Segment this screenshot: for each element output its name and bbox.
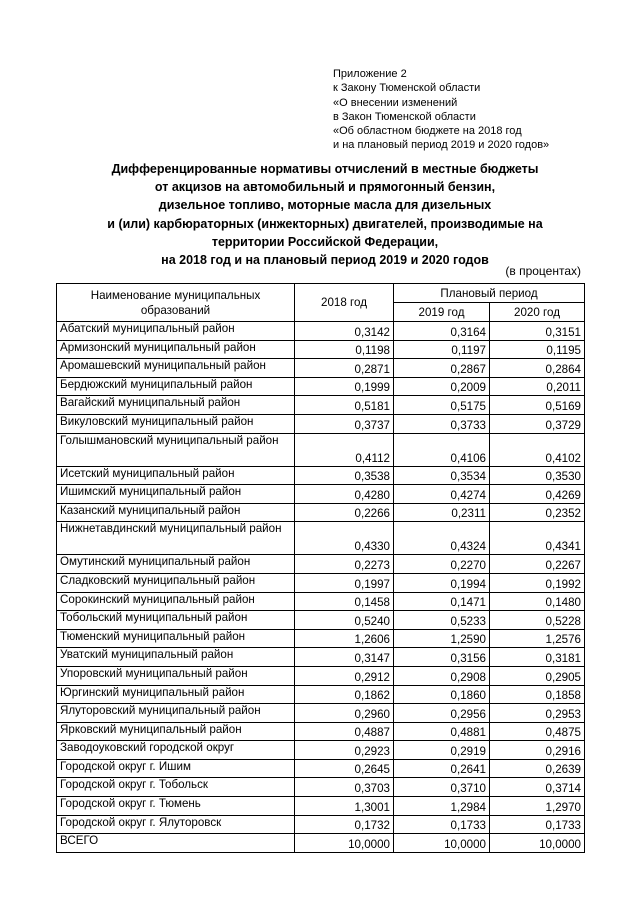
table-row (57, 611, 585, 630)
title-line: Дифференцированные нормативы отчислений в местные бюджеты (111, 162, 539, 176)
value-2020-cell: 0,2905 (490, 666, 585, 685)
value-2020-cell: 0,4269 (490, 485, 585, 504)
appendix-line: в Закон Тюменской области (333, 110, 476, 123)
municipality-name-cell: Нижнетавдинский муниципальный район (57, 522, 295, 555)
value-2019-cell: 0,1994 (394, 573, 490, 592)
value-2018-cell: 0,4887 (295, 722, 394, 741)
table-row (57, 573, 585, 592)
table-row (57, 685, 585, 704)
table-row (57, 414, 585, 433)
value-2019-cell: 0,2009 (394, 377, 490, 396)
appendix-line: «Об областном бюджете на 2018 год (333, 125, 522, 138)
value-2020-cell: 0,3151 (490, 322, 585, 341)
title-line: на 2018 год и на плановый период 2019 и 2020 годов (161, 253, 489, 268)
value-2019-cell: 0,3733 (394, 414, 490, 433)
value-2018-cell: 0,4280 (295, 485, 394, 504)
value-2019-cell: 1,2590 (394, 629, 490, 648)
value-2020-cell: 0,2267 (490, 555, 585, 574)
value-2018-cell: 0,2923 (295, 741, 394, 760)
municipality-name-cell: Викуловский муниципальный район (57, 414, 295, 433)
value-2020-cell: 0,1858 (490, 685, 585, 704)
value-2019-cell: 0,4106 (394, 433, 490, 466)
table-row (57, 522, 585, 555)
document-title (60, 160, 590, 269)
table-row (57, 377, 585, 396)
value-2019-cell: 0,2270 (394, 555, 490, 574)
municipality-name-cell: Городской округ г. Тюмень (57, 797, 295, 816)
title-line: территории Российской Федерации, (211, 234, 439, 249)
value-2020-cell: 0,1992 (490, 573, 585, 592)
value-2019-cell: 0,3156 (394, 648, 490, 667)
value-2020-cell: 0,4875 (490, 722, 585, 741)
title-line: от акцизов на автомобильный и прямогонный бензин, (154, 180, 496, 195)
municipality-name-cell: Городской округ г. Ялуторовск (57, 815, 295, 834)
municipality-name-cell: Абатский муниципальный район (57, 322, 295, 341)
table-row (57, 359, 585, 378)
municipality-name-cell: Сорокинский муниципальный район (57, 592, 295, 611)
value-2020-cell: 0,3714 (490, 778, 585, 797)
municipality-name-cell: Ялуторовский муниципальный район (57, 704, 295, 723)
appendix-line: к Закону Тюменской области (333, 82, 481, 95)
value-2018-cell: 0,2645 (295, 759, 394, 778)
municipality-name-cell: Вагайский муниципальный район (57, 396, 295, 415)
table-row (57, 485, 585, 504)
value-2020-cell: 0,2916 (490, 741, 585, 760)
municipality-name-cell: ВСЕГО (57, 834, 295, 853)
value-2019-cell: 0,2867 (394, 359, 490, 378)
value-2019-cell: 0,1471 (394, 592, 490, 611)
value-2019-cell: 0,2956 (394, 704, 490, 723)
municipality-name-cell: Тюменский муниципальный район (57, 629, 295, 648)
value-2018-cell: 0,3538 (295, 466, 394, 485)
table-row (57, 592, 585, 611)
municipality-name-cell: Омутинский муниципальный район (57, 555, 295, 574)
value-2018-cell: 0,1458 (295, 592, 394, 611)
value-2018-cell: 0,2266 (295, 503, 394, 522)
value-2020-cell: 0,1480 (490, 592, 585, 611)
table-row (57, 722, 585, 741)
value-2020-cell: 0,3530 (490, 466, 585, 485)
value-2019-cell: 0,3534 (394, 466, 490, 485)
value-2019-cell: 0,5233 (394, 611, 490, 630)
value-2019-cell: 0,2311 (394, 503, 490, 522)
value-2018-cell: 1,3001 (295, 797, 394, 816)
table-body (57, 322, 585, 853)
value-2018-cell: 0,1198 (295, 340, 394, 359)
municipality-name-cell: Голышмановский муниципальный район (57, 433, 295, 466)
table-row (57, 322, 585, 341)
municipality-name-cell: Упоровский муниципальный район (57, 666, 295, 685)
value-2018-cell: 0,5240 (295, 611, 394, 630)
value-2018-cell: 0,4112 (295, 433, 394, 466)
value-2020-cell: 0,1733 (490, 815, 585, 834)
appendix-line: Приложение 2 (333, 68, 407, 80)
value-2018-cell: 0,2912 (295, 666, 394, 685)
value-2019-cell: 10,0000 (394, 834, 490, 853)
table-row (57, 778, 585, 797)
municipality-name-cell: Заводоуковский городской округ (57, 741, 295, 760)
value-2018-cell: 0,2960 (295, 704, 394, 723)
table-row (57, 629, 585, 648)
municipality-name-cell: Ярковский муниципальный район (57, 722, 295, 741)
table-row (57, 797, 585, 816)
appendix-line: и на плановый период 2019 и 2020 годов» (333, 139, 550, 152)
header-planned-period: Плановый период (394, 284, 585, 303)
table-row (57, 648, 585, 667)
value-2018-cell: 0,4330 (295, 522, 394, 555)
value-2019-cell: 0,2908 (394, 666, 490, 685)
table-row (57, 704, 585, 723)
municipality-name-cell: Уватский муниципальный район (57, 648, 295, 667)
value-2020-cell: 0,5169 (490, 396, 585, 415)
municipality-name-cell: Тобольский муниципальный район (57, 611, 295, 630)
table-row (57, 834, 585, 853)
table-row (57, 759, 585, 778)
value-2018-cell: 0,1997 (295, 573, 394, 592)
units-label: (в процентах) (505, 264, 581, 278)
municipality-name-cell: Городской округ г. Тобольск (57, 778, 295, 797)
value-2018-cell: 0,3737 (295, 414, 394, 433)
municipality-name-cell: Сладковский муниципальный район (57, 573, 295, 592)
value-2018-cell: 0,1862 (295, 685, 394, 704)
value-2019-cell: 0,3164 (394, 322, 490, 341)
value-2019-cell: 0,4324 (394, 522, 490, 555)
appendix-line: «О внесении изменений (333, 96, 458, 109)
value-2019-cell: 0,2641 (394, 759, 490, 778)
value-2020-cell: 0,3729 (490, 414, 585, 433)
value-2020-cell: 0,2864 (490, 359, 585, 378)
value-2020-cell: 0,4102 (490, 433, 585, 466)
municipality-name-cell: Ишимский муниципальный район (57, 485, 295, 504)
title-line: дизельное топливо, моторные масла для дизельных (158, 198, 492, 213)
value-2020-cell: 0,2639 (490, 759, 585, 778)
table-row (57, 466, 585, 485)
value-2018-cell: 0,3703 (295, 778, 394, 797)
value-2020-cell: 10,0000 (490, 834, 585, 853)
value-2020-cell: 0,4341 (490, 522, 585, 555)
municipality-name-cell: Армизонский муниципальный район (57, 340, 295, 359)
table-row (57, 815, 585, 834)
value-2019-cell: 0,5175 (394, 396, 490, 415)
municipality-name-cell: Юргинский муниципальный район (57, 685, 295, 704)
value-2019-cell: 1,2984 (394, 797, 490, 816)
value-2019-cell: 0,1860 (394, 685, 490, 704)
municipality-name-cell: Казанский муниципальный район (57, 503, 295, 522)
value-2019-cell: 0,1197 (394, 340, 490, 359)
value-2020-cell: 0,2011 (490, 377, 585, 396)
value-2018-cell: 0,2273 (295, 555, 394, 574)
header-name: Наименование муниципальных образований (57, 284, 295, 322)
value-2019-cell: 0,2919 (394, 741, 490, 760)
value-2018-cell: 10,0000 (295, 834, 394, 853)
table-row (57, 396, 585, 415)
table-row (57, 741, 585, 760)
value-2020-cell: 0,1195 (490, 340, 585, 359)
value-2019-cell: 0,3710 (394, 778, 490, 797)
table-row (57, 433, 585, 466)
header-2019: 2019 год (394, 303, 490, 322)
value-2018-cell: 0,2871 (295, 359, 394, 378)
municipality-name-cell: Бердюжский муниципальный район (57, 377, 295, 396)
appendix-header (333, 67, 549, 153)
value-2019-cell: 0,4881 (394, 722, 490, 741)
norms-table (56, 283, 585, 853)
value-2018-cell: 0,3147 (295, 648, 394, 667)
value-2020-cell: 0,2953 (490, 704, 585, 723)
value-2020-cell: 0,3181 (490, 648, 585, 667)
title-line: и (или) карбюраторных (инжекторных) двигателей, производимые на (107, 216, 543, 231)
value-2020-cell: 1,2576 (490, 629, 585, 648)
table-row (57, 555, 585, 574)
value-2018-cell: 0,1999 (295, 377, 394, 396)
value-2018-cell: 0,3142 (295, 322, 394, 341)
header-2018: 2018 год (295, 284, 394, 322)
municipality-name-cell: Исетский муниципальный район (57, 466, 295, 485)
value-2018-cell: 0,5181 (295, 396, 394, 415)
table-row (57, 340, 585, 359)
value-2019-cell: 0,1733 (394, 815, 490, 834)
table-row (57, 666, 585, 685)
value-2020-cell: 0,2352 (490, 503, 585, 522)
value-2020-cell: 0,5228 (490, 611, 585, 630)
value-2018-cell: 1,2606 (295, 629, 394, 648)
table-row (57, 503, 585, 522)
municipality-name-cell: Аромашевский муниципальный район (57, 359, 295, 378)
header-2020: 2020 год (490, 303, 585, 322)
value-2018-cell: 0,1732 (295, 815, 394, 834)
value-2019-cell: 0,4274 (394, 485, 490, 504)
municipality-name-cell: Городской округ г. Ишим (57, 759, 295, 778)
value-2020-cell: 1,2970 (490, 797, 585, 816)
